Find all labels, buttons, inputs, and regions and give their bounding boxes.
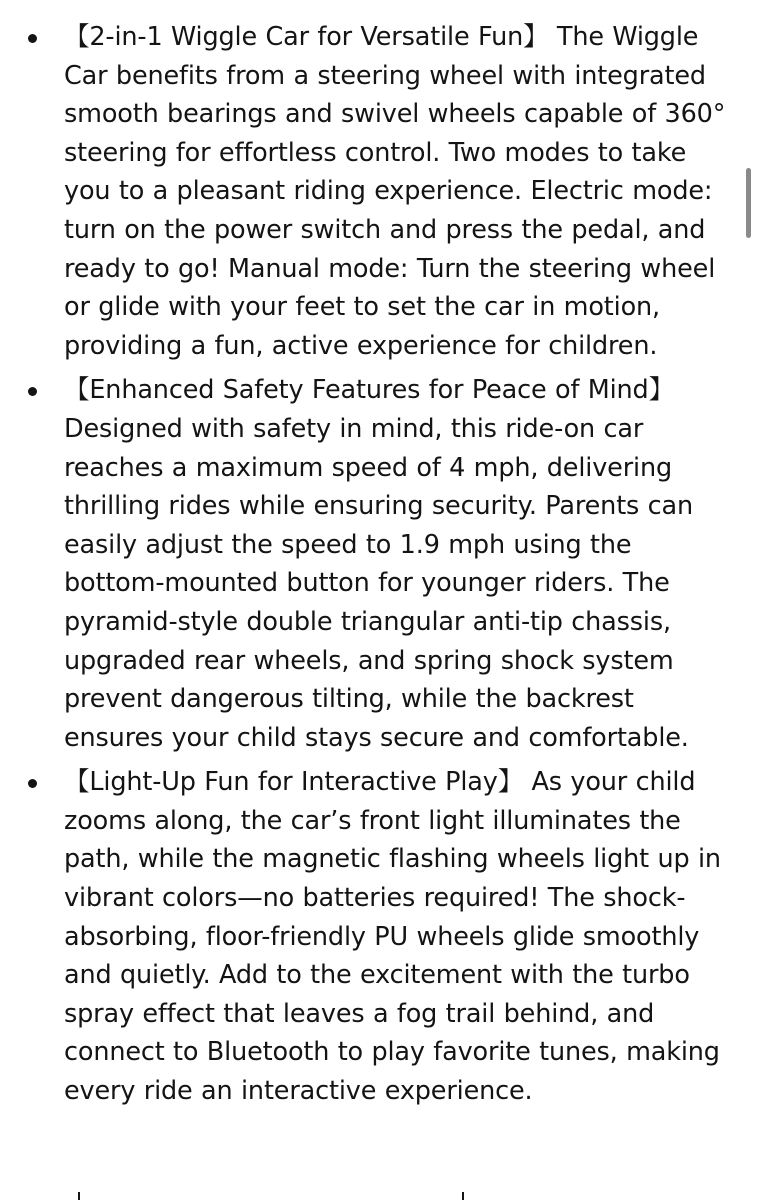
scrollbar-thumb[interactable] [746, 168, 751, 238]
feature-bullet-light-up [0, 763, 740, 1110]
feature-bullet-safety [0, 371, 740, 757]
feature-bullet-list [0, 18, 740, 1111]
feature-bullet-text: 【Enhanced Safety Features for Peace of Mind】 Designed with safety in mind, this ride-on car reaches a maximum speed of 4 mph, delivering thrilling rides while ensuring security. Parents can easily adjust the speed to 1.9 mph using the bottom-mounted button for younger riders. The pyramid-style double triangular anti-tip chassis, upgraded rear wheels, and spring shock system prevent dangerous tilting, while the backrest ensures your child stays secure and comfortable. [64, 375, 693, 753]
bracket-fragment [462, 1192, 464, 1200]
feature-bullet-text: 【Light-Up Fun for Interactive Play】 As your child zooms along, the car’s front light illuminates the path, while the magnetic flashing wheels light up in vibrant colors—no batteries required! The shock-absorbing, floor-friendly PU wheels glide smoothly and quietly. Add to the excitement with the turbo spray effect that leaves a fog trail behind, and connect to Bluetooth to play favorite tunes, making every ride an interactive experience. [64, 767, 721, 1107]
feature-bullet-2-in-1 [0, 18, 740, 365]
bullet-dot-icon [28, 34, 37, 43]
bullet-dot-icon [28, 779, 37, 788]
bullet-dot-icon [28, 387, 37, 396]
next-bullet-clipped [64, 1192, 484, 1200]
feature-bullet-text: 【2-in-1 Wiggle Car for Versatile Fun】 The Wiggle Car benefits from a steering wheel with integrated smooth bearings and swivel wheels capable of 360° steering for effortless control. Two modes to take you to a pleasant riding experience. Electric mode: turn on the power switch and press the pedal, and ready to go! Manual mode: Turn the steering wheel or glide with your feet to set the car in motion, providing a fun, active experience for children. [64, 22, 726, 361]
bracket-fragment [78, 1192, 80, 1200]
product-description [0, 18, 740, 1117]
